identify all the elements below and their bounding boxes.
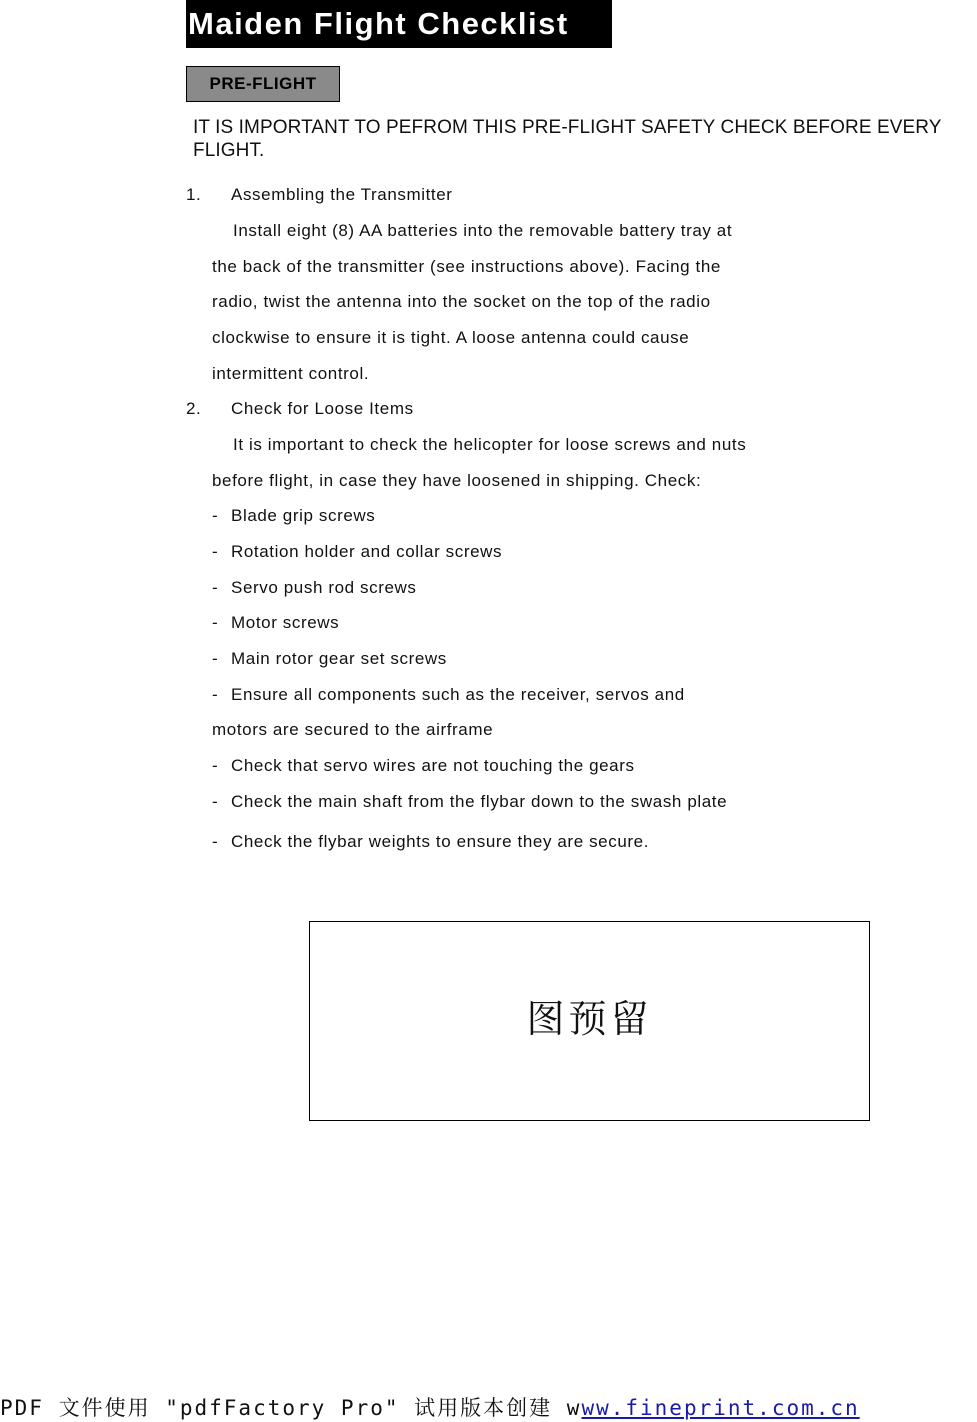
check-item: Check that servo wires are not touching the gears: [231, 756, 635, 775]
intro-warning: IT IS IMPORTANT TO PEFROM THIS PRE-FLIGHT SAFETY CHECK BEFORE EVERY FLIGHT.: [193, 117, 942, 161]
check-item: Servo push rod screws: [231, 578, 417, 597]
item-heading: Assembling the Transmitter: [231, 185, 453, 204]
dash-marker: -: [212, 578, 219, 597]
dash-marker: -: [212, 613, 219, 632]
check-item-continuation: motors are secured to the airframe: [212, 720, 494, 739]
body-line: the back of the transmitter (see instructions above). Facing the: [212, 257, 721, 276]
pdf-footer: [0, 1392, 860, 1422]
dash-marker: -: [212, 756, 219, 775]
section-badge: PRE-FLIGHT: [186, 66, 340, 102]
check-item: Main rotor gear set screws: [231, 649, 447, 668]
check-item: Motor screws: [231, 613, 340, 632]
dash-marker: -: [212, 506, 219, 525]
check-item: Rotation holder and collar screws: [231, 542, 503, 561]
dash-marker: -: [212, 832, 219, 851]
page-title: Maiden Flight Checklist: [186, 0, 612, 48]
body-line: Install eight (8) AA batteries into the removable battery tray at: [233, 221, 733, 240]
dash-marker: -: [212, 685, 219, 704]
body-line: radio, twist the antenna into the socket on the top of the radio: [212, 292, 711, 311]
check-item: Check the main shaft from the flybar down to the swash plate: [231, 792, 728, 811]
dash-marker: -: [212, 649, 219, 668]
item-number: 2.: [186, 399, 202, 418]
footer-text: PDF 文件使用 "pdfFactory Pro" 试用版本创建: [0, 1396, 567, 1420]
body-line: before flight, in case they have loosened in shipping. Check:: [212, 471, 702, 490]
footer-link-prefix: w: [566, 1396, 582, 1420]
image-placeholder-box: [309, 921, 870, 1121]
dash-marker: -: [212, 542, 219, 561]
body-line: It is important to check the helicopter for loose screws and nuts: [233, 435, 747, 454]
body-line: clockwise to ensure it is tight. A loose antenna could cause: [212, 328, 690, 347]
check-item: Check the flybar weights to ensure they are secure.: [231, 832, 650, 851]
image-placeholder-text: 图预留: [526, 997, 653, 1041]
item-number: 1.: [186, 185, 202, 204]
body-line: intermittent control.: [212, 364, 370, 383]
item-heading: Check for Loose Items: [231, 399, 414, 418]
dash-marker: -: [212, 792, 219, 811]
check-item: Ensure all components such as the receiver, servos and: [231, 685, 685, 704]
check-item: Blade grip screws: [231, 506, 376, 525]
footer-link[interactable]: ww.fineprint.com.cn: [581, 1396, 860, 1420]
